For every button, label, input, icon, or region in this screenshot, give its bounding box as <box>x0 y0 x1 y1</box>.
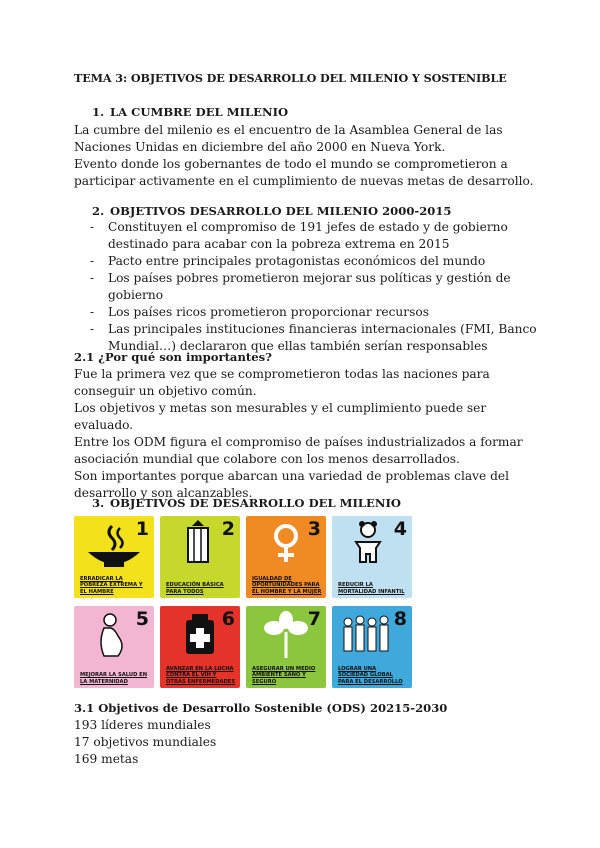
section-1-title: LA CUMBRE DEL MILENIO <box>110 105 289 119</box>
goal-tile-8 <box>332 606 412 688</box>
section-2-number: 2. <box>92 204 105 218</box>
list-item: - Las principales instituciones financieras internacionales (FMI, Banco Mundial…) declararon que ellas también serían responsables <box>74 321 554 355</box>
section-1-heading <box>92 105 288 119</box>
goal-label: LOGRAR UNA SOCIEDAD GLOBAL PARA EL DESARROLLO <box>338 665 403 685</box>
section-3-1-line: 193 líderes mundiales <box>74 718 211 732</box>
section-2-1-paragraph: Fue la primera vez que se comprometieron todas las naciones para conseguir un objetivo común. <box>74 367 490 398</box>
section-2-1 <box>74 349 544 502</box>
goal-label: REDUCIR LA MORTALIDAD INFANTIL <box>338 582 405 595</box>
goal-tile-7 <box>246 606 326 688</box>
section-1-number: 1. <box>92 105 105 119</box>
list-item: - Los países ricos prometieron proporcionar recursos <box>74 304 554 321</box>
section-1-body <box>74 122 544 190</box>
list-item: - Constituyen el compromiso de 191 jefes de estado y de gobierno destinado para acabar con la pobreza extrema en 2015 <box>74 219 554 253</box>
goal-number: 3 <box>307 518 321 540</box>
goal-label: IGUALDAD DE OPORTUNIDADES PARA EL HOMBRE Y LA MUJER <box>252 575 322 595</box>
goal-tile-4 <box>332 516 412 598</box>
goal-label: EDUCACIÓN BÁSICA PARA TODOS <box>166 582 224 595</box>
goal-label: ERRADICAR LA POBREZA EXTREMA Y EL HAMBRE <box>80 575 143 595</box>
goal-label: MEJORAR LA SALUD EN LA MATERNIDAD <box>80 672 148 685</box>
goal-number: 6 <box>221 608 235 630</box>
section-1-paragraph: Evento donde los gobernantes de todo el mundo se comprometieron a participar activamente en el cumplimiento de nuevas metas de desarrollo. <box>74 157 534 188</box>
goal-tile-6 <box>160 606 240 688</box>
section-3-1 <box>74 700 544 768</box>
list-item: - Los países pobres prometieron mejorar sus políticas y gestión de gobierno <box>74 270 554 304</box>
goal-number: 4 <box>393 518 407 540</box>
section-2-1-paragraph: Son importantes porque abarcan una variedad de problemas clave del desarrollo y son alcanzables. <box>74 469 510 500</box>
section-3-1-heading: 3.1 Objetivos de Desarrollo Sostenible (ODS) 20215-2030 <box>74 701 448 715</box>
goal-label: AVANZAR EN LA LUCHA CONTRA EL VIH Y OTRAS ENFERMEDADES <box>166 665 236 685</box>
section-1-paragraph: La cumbre del milenio es el encuentro de la Asamblea General de las Naciones Unidas en diciembre del año 2000 en Nueva York. <box>74 123 503 154</box>
section-2-list <box>74 219 554 355</box>
goal-number: 2 <box>221 518 235 540</box>
section-2-1-paragraph: Entre los ODM figura el compromiso de países industrializados a formar asociación mundial que colabore con los menos desarrollados. <box>74 435 523 466</box>
section-3-1-line: 17 objetivos mundiales <box>74 735 217 749</box>
section-3-title: OBJETIVOS DE DESARROLLO DEL MILENIO <box>110 496 402 510</box>
goal-number: 8 <box>393 608 407 630</box>
goal-label: ASEGURAR UN MEDIO AMBIENTE SANO Y SEGURO <box>252 665 316 685</box>
page-title: TEMA 3: OBJETIVOS DE DESARROLLO DEL MILENIO Y SOSTENIBLE <box>74 71 507 85</box>
mdg-goals-grid <box>74 516 410 688</box>
goal-tile-5 <box>74 606 154 688</box>
goal-tile-1 <box>74 516 154 598</box>
goal-tile-2 <box>160 516 240 598</box>
goal-number: 7 <box>307 608 321 630</box>
section-3-heading <box>92 496 401 510</box>
section-3-1-line: 169 metas <box>74 752 139 766</box>
goal-tile-3 <box>246 516 326 598</box>
section-2-1-paragraph: Los objetivos y metas son mesurables y el cumplimiento puede ser evaluado. <box>74 401 487 432</box>
section-3-number: 3. <box>92 496 105 510</box>
goal-number: 5 <box>135 608 149 630</box>
list-item: - Pacto entre principales protagonistas económicos del mundo <box>74 253 554 270</box>
section-2-heading <box>92 204 451 218</box>
goal-number: 1 <box>135 518 149 540</box>
section-2-title: OBJETIVOS DESARROLLO DEL MILENIO 2000-2015 <box>110 204 452 218</box>
section-2-1-heading: 2.1 ¿Por qué son importantes? <box>74 350 272 364</box>
